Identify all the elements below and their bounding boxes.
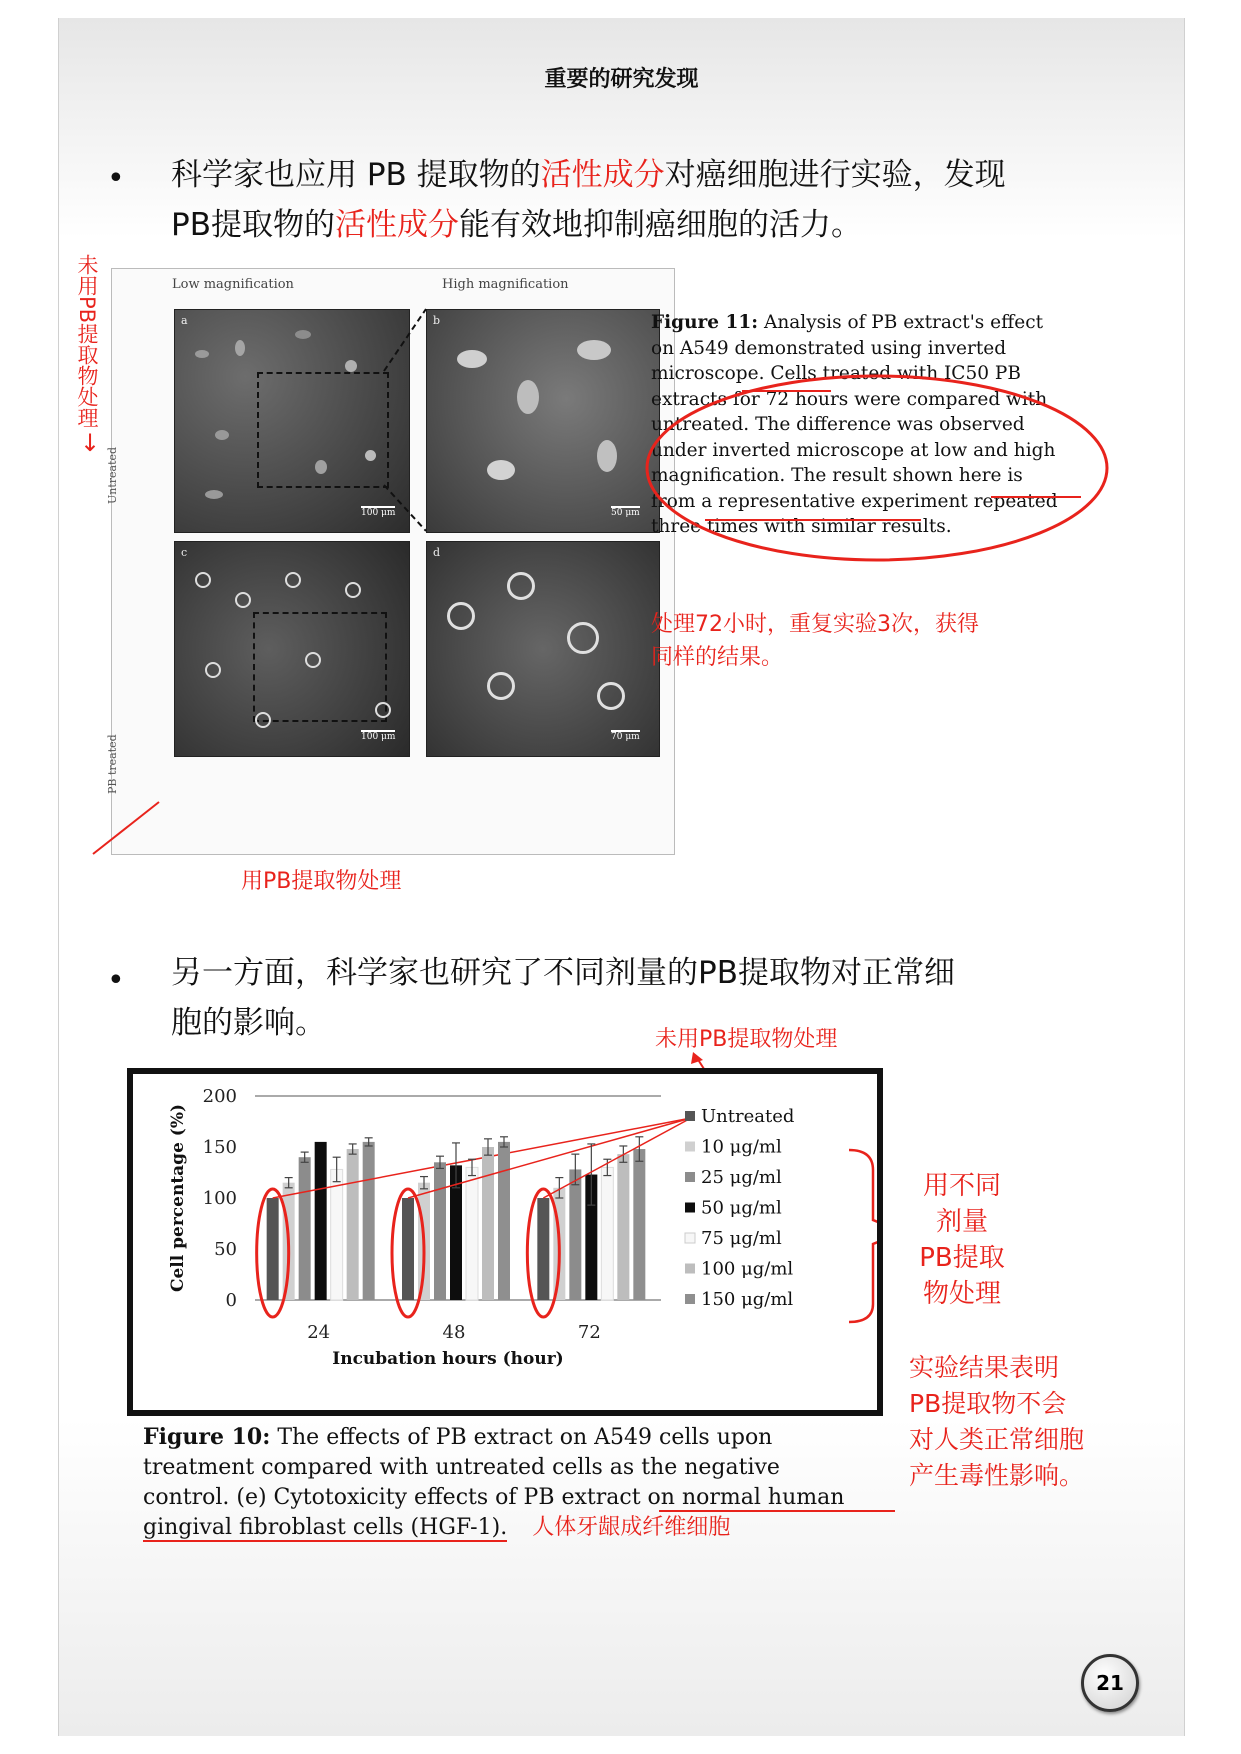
scale-bar: 70 μm (611, 732, 640, 742)
hgf-translation: 人体牙龈成纤维细胞 (532, 1515, 731, 1540)
caption-line: treatment compared with untreated cells as the negative (143, 1455, 780, 1480)
annotation-line: PB提取物不会 (909, 1389, 1067, 1418)
scale-bar: 50 μm (611, 508, 640, 518)
caption-line: magnification. The result shown here is (651, 465, 1023, 486)
legend-label: Untreated (701, 1106, 795, 1127)
bar-0-0 (267, 1198, 279, 1300)
caption-line: Analysis of PB extract's effect (763, 312, 1044, 333)
x-axis-title: Incubation hours (hour) (332, 1349, 564, 1369)
chart-frame (127, 1068, 883, 1416)
bar-6-1 (498, 1142, 510, 1300)
y-axis-title: Cell percentage (%) (168, 1103, 188, 1293)
legend-swatch (685, 1203, 695, 1213)
text-run: 能有效地抑制癌细胞的活力。 (458, 207, 862, 243)
bar-6-0 (363, 1142, 375, 1300)
conclusion-annotation (909, 1350, 1084, 1494)
untreated-annotation (75, 254, 105, 458)
bar-2-1 (434, 1162, 446, 1300)
highlight-active-ingredient: 活性成分 (540, 157, 665, 193)
bullet1-line2 (171, 200, 1151, 250)
untreated-row-label: Untreated (106, 446, 119, 504)
caption-line: gingival fibroblast cells (HGF-1). (143, 1515, 508, 1540)
panel-letter: c (181, 546, 188, 559)
text-run: 对癌细胞进行实验，发现 (664, 157, 1006, 193)
arrow-left-icon: ↓ (79, 429, 101, 458)
caption-line: from a representative experiment repeated (651, 490, 1058, 512)
annotation-line: 对人类正常细胞 (909, 1425, 1085, 1454)
red-underline (659, 1508, 899, 1514)
legend-swatch (685, 1172, 695, 1182)
page-header: 重要的研究发现 (544, 66, 699, 92)
note-line: 同样的结果。 (651, 645, 784, 670)
legend-label: 50 μg/ml (701, 1197, 782, 1219)
page-number-badge: 21 (1081, 1654, 1139, 1712)
bullet2-line1: 另一方面，科学家也研究了不同剂量的PB提取物对正常细 (171, 955, 955, 991)
text-run: 科学家也应用 PB 提取物的 (171, 157, 541, 193)
caption-line: under inverted microscope at low and high (651, 439, 1056, 461)
panel-letter: a (181, 314, 188, 327)
bar-2-2 (569, 1169, 581, 1300)
bullet2-line2: 胞的影响。 (171, 1005, 326, 1041)
legend-label: 100 μg/ml (701, 1258, 794, 1280)
chart-untreated-annotation: 未用PB提取物处理 (655, 1027, 838, 1052)
bar-5-0 (347, 1149, 359, 1300)
bar-chart (133, 1074, 877, 1410)
figure10-label: Figure 10: (143, 1424, 271, 1450)
legend-swatch (685, 1294, 695, 1304)
caption-line: on A549 demonstrated using inverted (651, 337, 1007, 359)
bar-4-0 (331, 1169, 343, 1300)
legend-label: 75 μg/ml (701, 1228, 782, 1249)
bar-0-1 (402, 1198, 414, 1300)
high-magnification-label: High magnification (442, 277, 569, 292)
panel-letter: d (433, 546, 441, 559)
y-tick-label: 200 (202, 1086, 237, 1107)
legend-label: 25 μg/ml (701, 1167, 782, 1188)
bullet-marker: • (107, 161, 125, 196)
x-tick-label: 48 (442, 1322, 466, 1343)
bar-5-1 (482, 1147, 494, 1300)
bar-6-2 (633, 1149, 645, 1300)
y-tick-label: 0 (225, 1290, 237, 1311)
annotation-line: 实验结果表明 (909, 1353, 1060, 1382)
legend-swatch (685, 1142, 695, 1152)
scale-bar: 100 μm (361, 508, 396, 518)
annotation-line: 物处理 (922, 1279, 1001, 1309)
figure10-caption (143, 1422, 873, 1543)
red-pointer-arrow (83, 798, 163, 858)
caption-line: three times with similar results. (651, 516, 952, 537)
caption-line: control. (e) Cytotoxicity effects of PB extract on normal human (143, 1485, 845, 1510)
zoom-connector-lines (112, 269, 674, 854)
x-tick-label: 72 (577, 1322, 601, 1343)
treated-annotation: 用PB提取物处理 (241, 869, 402, 894)
treatment-note (651, 608, 979, 674)
caption-line: microscope. Cells treated with IC50 PB (651, 363, 1021, 384)
red-pointer-line (408, 1118, 691, 1198)
caption-line: The effects of PB extract on A549 cells upon (277, 1425, 773, 1450)
treated-row-label: PB treated (106, 734, 119, 794)
y-tick-label: 150 (202, 1137, 237, 1158)
bullet-marker: • (107, 963, 125, 998)
red-ellipse-annotation (619, 348, 1139, 588)
bar-4-2 (601, 1167, 613, 1300)
x-tick-label: 24 (307, 1322, 331, 1343)
legend-label: 10 μg/ml (701, 1136, 782, 1158)
dose-bracket (849, 1150, 877, 1322)
document-page (58, 18, 1185, 1736)
note-line: 处理72小时，重复实验3次，获得 (651, 612, 979, 637)
caption-line: untreated. The difference was observed (651, 414, 1025, 435)
annotation-line: 剂量 (935, 1207, 988, 1237)
panel-letter: b (433, 314, 441, 327)
legend-swatch (685, 1264, 695, 1274)
figure11-label: Figure 11: (651, 312, 759, 333)
text-run: PB提取物的 (171, 207, 335, 243)
bar-0-2 (537, 1198, 549, 1300)
bar-3-0 (315, 1142, 327, 1300)
micrograph-figure (106, 268, 675, 855)
scale-bar: 100 μm (361, 732, 396, 742)
annotation-text: 未用PB提取物处理 (75, 254, 99, 429)
low-magnification-label: Low magnification (172, 277, 294, 292)
bullet1-paragraph (171, 150, 1151, 250)
bullet1-line1 (171, 150, 1151, 200)
annotation-line: 产生毒性影响。 (909, 1461, 1085, 1490)
y-tick-label: 100 (202, 1188, 237, 1209)
caption-line: extracts for 72 hours were compared with (651, 388, 1048, 410)
annotation-line: 用不同 (922, 1171, 1001, 1201)
legend-label: 150 μg/ml (701, 1289, 794, 1310)
legend-swatch (685, 1233, 695, 1243)
y-tick-label: 50 (214, 1239, 237, 1260)
bar-2-0 (299, 1157, 311, 1300)
red-pointer-line (543, 1118, 691, 1198)
dose-annotation (917, 1168, 1007, 1312)
bar-4-1 (466, 1167, 478, 1300)
highlight-active-ingredient: 活性成分 (334, 207, 459, 243)
legend-swatch (685, 1111, 695, 1121)
annotation-line: PB提取 (919, 1243, 1005, 1273)
bar-5-2 (617, 1154, 629, 1300)
